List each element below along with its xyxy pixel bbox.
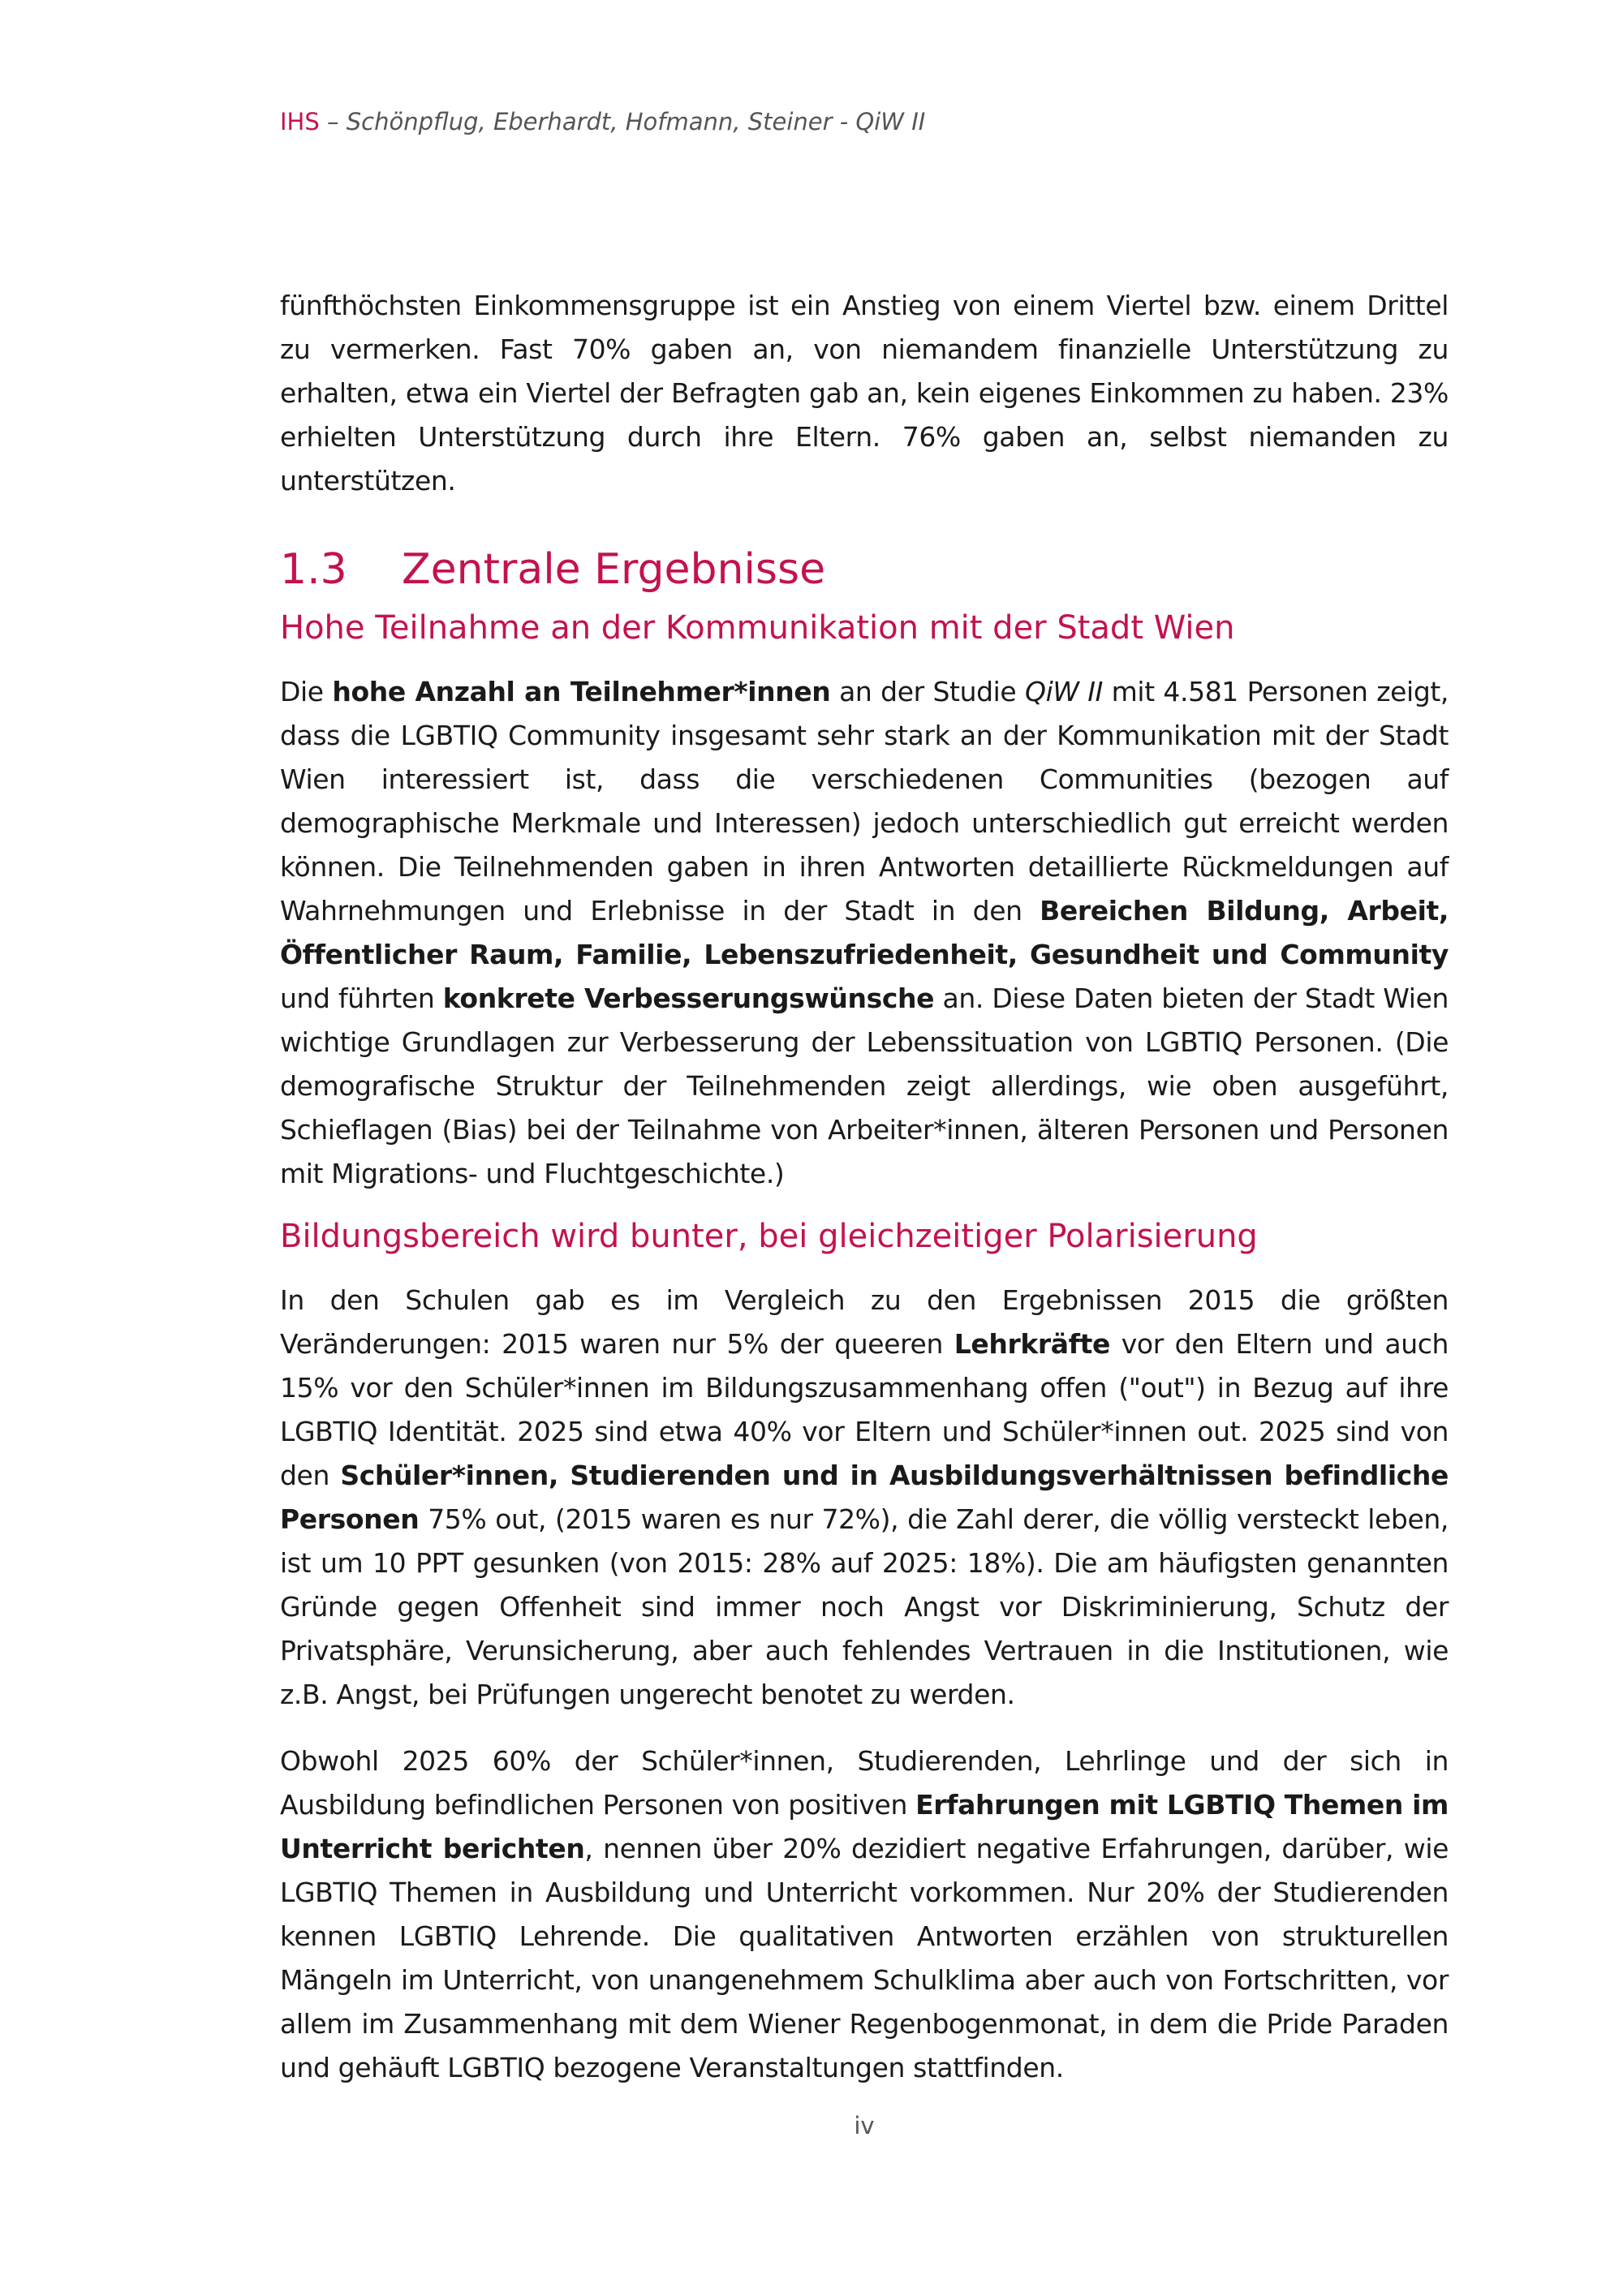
subsection-heading-education: Bildungsbereich wird bunter, bei gleichzeitiger Polarisierung — [280, 1218, 1258, 1255]
paragraph-schools: In den Schulen gab es im Vergleich zu den Ergebnissen 2015 die größten Veränderungen: 2015 waren nur 5% der queeren Lehrkräfte vor den Eltern und auch 15% vor den Schüler*innen im Bildungszusammenhang offen ("out") in Bezug auf ihre LGBTIQ Identität. 2025 sind etwa 40% vor Eltern und Schüler*innen out. 2025 sind von den Schüler*innen, Studierenden und in Ausbildungsverhältnissen befindliche Personen 75% out, (2015 waren es nur 72%), die Zahl derer, die völlig versteckt leben, ist um 10 PPT gesunken (von 2015: 28% auf 2025: 18%). Die am häufigsten genannten Gründe gegen Offenheit sind immer noch Angst vor Diskriminierung, Schutz der Privatsphäre, Verunsicherung, aber auch fehlendes Vertrauen in die Institutionen, wie z.B. Angst, bei Prüfungen ungerecht benotet zu werden. — [280, 1284, 1449, 1710]
paragraph-participation: Die hohe Anzahl an Teilnehmer*innen an der Studie QiW II mit 4.581 Personen zeigt, dass die LGBTIQ Community insgesamt sehr stark an der Kommunikation mit der Stadt Wien interessiert ist, dass die verschiedenen Communities (bezogen auf demographische Merkmale und Interessen) jedoch unterschiedlich gut erreicht werden können. Die Teilnehmenden gaben in ihren Antworten detaillierte Rückmeldungen auf Wahrnehmungen und Erlebnisse in der Stadt in den Bereichen Bildung, Arbeit, Öffentlicher Raum, Familie, Lebenszufriedenheit, Gesundheit und Community und führten konkrete Verbesserungswünsche an. Diese Daten bieten der Stadt Wien wichtige Grundlagen zur Verbesserung der Lebenssituation von LGBTIQ Personen. (Die demografische Struktur der Teilnehmenden zeigt allerdings, wie oben ausgeführt, Schieflagen (Bias) bei der Teilnahme von Arbeiter*innen, älteren Personen und Personen mit Migrations- und Fluchtgeschichte.) — [280, 676, 1449, 1189]
section-number: 1.3 — [280, 545, 347, 594]
document-body — [280, 284, 1449, 2090]
paragraph-experiences: Obwohl 2025 60% der Schüler*innen, Studierenden, Lehrlinge und der sich in Ausbildung befindlichen Personen von positiven Erfahrungen mit LGBTIQ Themen im Unterricht berichten, nennen über 20% dezidiert negative Erfahrungen, darüber, wie LGBTIQ Themen in Ausbildung und Unterricht vorkommen. Nur 20% der Studierenden kennen LGBTIQ Lehrende. Die qualitativen Antworten erzählen von strukturellen Mängeln im Unterricht, von unangenehmem Schulklima aber auch von Fortschritten, vor allem im Zusammenhang mit dem Wiener Regenbogenmonat, in dem die Pride Paraden und gehäuft LGBTIQ bezogene Veranstaltungen stattfinden. — [280, 1745, 1449, 2083]
intro-paragraph: fünfthöchsten Einkommensgruppe ist ein Anstieg von einem Viertel bzw. einem Drittel zu vermerken. Fast 70% gaben an, von niemandem finanzielle Unterstützung zu erhalten, etwa ein Viertel der Befragten gab an, kein eigenes Einkommen zu haben. 23% erhielten Unterstützung durch ihre Eltern. 76% gaben an, selbst niemanden zu unterstützen. — [280, 290, 1449, 497]
subsection-heading-participation: Hohe Teilnahme an der Kommunikation mit der Stadt Wien — [280, 609, 1235, 647]
section-title: Zentrale Ergebnisse — [402, 545, 826, 594]
running-header — [280, 105, 925, 138]
header-brand: IHS — [280, 108, 320, 135]
header-authors: – Schönpflug, Eberhardt, Hofmann, Steiner - QiW II — [319, 108, 926, 135]
section-heading — [280, 544, 1449, 595]
page-number: iv — [854, 2112, 875, 2139]
